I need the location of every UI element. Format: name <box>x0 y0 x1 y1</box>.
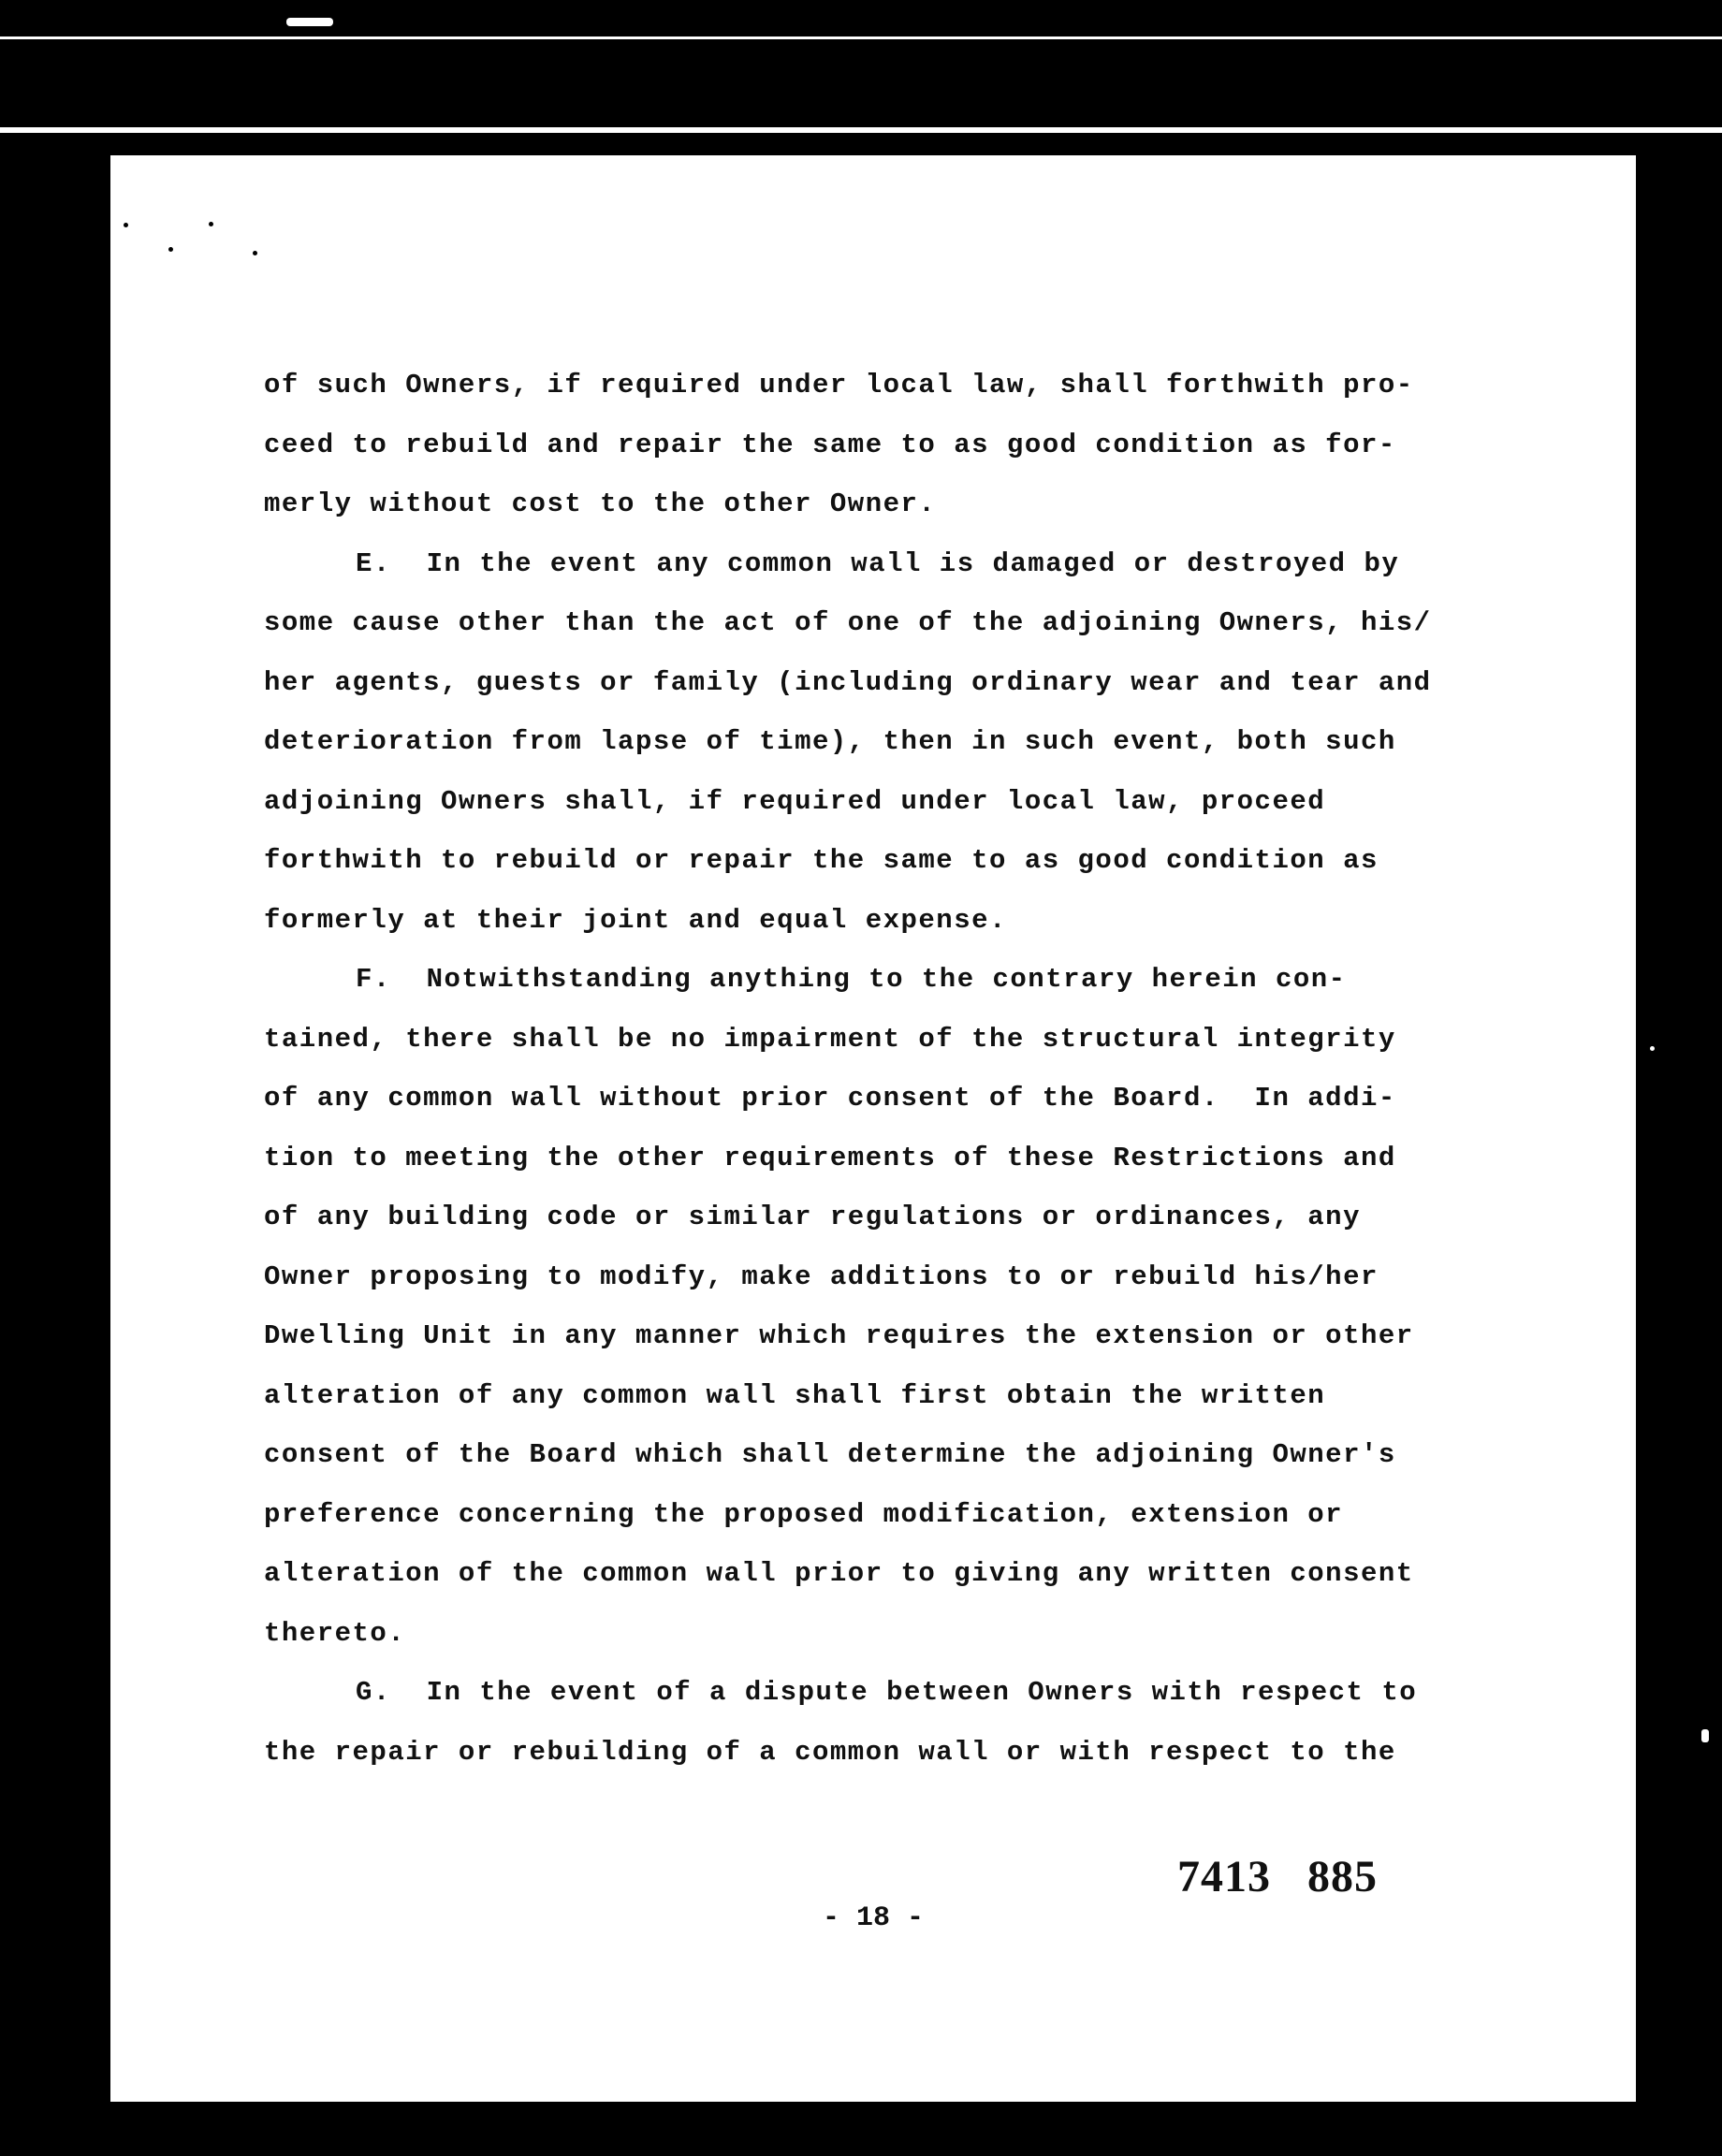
text-line: formerly at their joint and equal expense. <box>264 904 1007 936</box>
text-line: Dwelling Unit in any manner which requires the extension or other <box>264 1320 1414 1351</box>
text-line: alteration of any common wall shall first obtain the written <box>264 1379 1326 1411</box>
scan-mark <box>286 18 333 26</box>
text-line: alteration of the common wall prior to giving any written consent <box>264 1558 1414 1589</box>
text-line: merly without cost to the other Owner. <box>264 488 937 519</box>
text-line: tained, there shall be no impairment of the structural integrity <box>264 1023 1396 1055</box>
scan-speck <box>1650 1046 1655 1051</box>
scan-speck <box>209 222 213 226</box>
page-number: - 18 - <box>822 1902 925 1934</box>
scan-border-line <box>0 36 1722 39</box>
text-line: consent of the Board which shall determine the adjoining Owner's <box>264 1439 1396 1470</box>
text-line: G. In the event of a dispute between Owners with respect to <box>356 1677 1418 1708</box>
text-line: some cause other than the act of one of the adjoining Owners, his/ <box>264 607 1432 638</box>
text-line: adjoining Owners shall, if required under local law, proceed <box>264 785 1326 817</box>
text-line: of such Owners, if required under local law, shall forthwith pro- <box>264 370 1414 401</box>
text-line: of any common wall without prior consent of the Board. In addi- <box>264 1083 1396 1114</box>
text-line: preference concerning the proposed modification, extension or <box>264 1498 1344 1530</box>
text-line: of any building code or similar regulations or ordinances, any <box>264 1202 1361 1232</box>
text-line: tion to meeting the other requirements of these Restrictions and <box>264 1142 1396 1173</box>
text-line: thereto. <box>264 1617 406 1649</box>
scan-speck <box>1701 1729 1709 1742</box>
scan-border-line <box>0 127 1722 133</box>
text-line: E. In the event any common wall is damaged or destroyed by <box>356 547 1400 579</box>
scan-speck <box>253 251 257 255</box>
text-line: ceed to rebuild and repair the same to as good condition as for- <box>264 429 1396 460</box>
document-page <box>110 155 1636 2102</box>
text-line: Owner proposing to modify, make additions to or rebuild his/her <box>264 1260 1379 1292</box>
text-line: deterioration from lapse of time), then in such event, both such <box>264 726 1396 757</box>
body-text <box>264 356 1574 1782</box>
scan-speck <box>124 223 128 227</box>
book-page-stamp: 7413 885 <box>1177 1852 1378 1901</box>
scan-speck <box>168 247 173 252</box>
text-line: the repair or rebuilding of a common wall or with respect to the <box>264 1736 1396 1768</box>
text-line: F. Notwithstanding anything to the contrary herein con- <box>356 964 1347 995</box>
text-line: forthwith to rebuild or repair the same to as good condition as <box>264 845 1379 876</box>
text-line: her agents, guests or family (including ordinary wear and tear and <box>264 666 1432 698</box>
